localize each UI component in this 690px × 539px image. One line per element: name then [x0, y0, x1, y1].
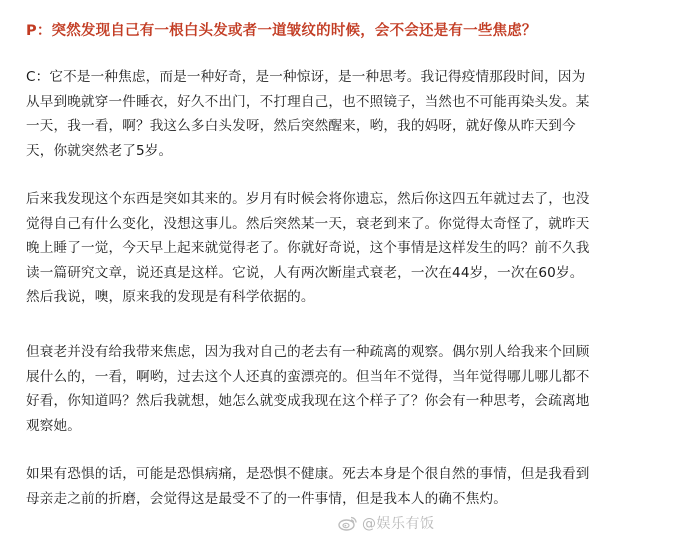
paragraph-line: 如果有恐惧的话，可能是恐惧病痛，是恐惧不健康。死去本身是个很自然的事情，但是我看到 — [26, 466, 590, 482]
paragraph-line: 然后我说，噢，原来我的发现是有科学依据的。 — [26, 289, 315, 305]
paragraph-line: 后来我发现这个东西是突如其来的。岁月有时候会将你遗忘，然后你这四五年就过去了，也没 — [26, 191, 590, 207]
paragraph-4 — [26, 462, 670, 511]
paragraph-line: 展什么的，一看，啊哟，过去这个人还真的蛮漂亮的。但当年不觉得，当年觉得哪儿哪儿都不 — [26, 368, 590, 385]
paragraph-line: 读一篇研究文章，说还真是这样。它说，人有两次断崖式衰老，一次在44岁，一次在60岁。 — [26, 264, 584, 281]
paragraph-line: 观察她。 — [26, 417, 81, 434]
paragraph-line: 母亲走之前的折磨，会觉得这是最受不了的一件事情，但是我本人的确不焦灼。 — [26, 490, 508, 507]
paragraph-2 — [26, 187, 670, 310]
paragraph-line: 觉得自己有什么变化，没想这事儿。然后突然某一天，衰老到来了。你觉得太奇怪了，就昨天 — [26, 215, 590, 232]
paragraph-line: 晚上睡了一觉，今天早上起来就觉得老了。你就好奇说，这个事情是这样发生的吗？前不久我 — [26, 240, 590, 256]
question-text: P：突然发现自己有一根白头发或者一道皱纹的时候，会不会还是有一些焦虑？ — [26, 23, 537, 39]
paragraph-line: 从早到晚就穿一件睡衣，好久不出门，不打理自己，也不照镜子，当然也不可能再染头发。某 — [26, 93, 590, 110]
paragraph-line: 天，你就突然老了5岁。 — [26, 142, 173, 159]
paragraph-1 — [26, 65, 670, 163]
paragraph-line: 但衰老并没有给我带来焦虑，因为我对自己的老去有一种疏离的观察。偶尔别人给我来个回顾 — [26, 344, 590, 360]
paragraph-3 — [26, 340, 670, 438]
weibo-icon — [338, 515, 358, 531]
paragraph-line: C：它不是一种焦虑，而是一种好奇，是一种惊讶，是一种思考。我记得疫情那段时间，因为 — [26, 69, 586, 85]
watermark — [338, 512, 435, 534]
paragraph-line: 一天，我一看，啊？我这么多白头发呀，然后突然醒来，哟，我的妈呀，就好像从昨天到今 — [26, 118, 576, 134]
paragraph-line: 好看，你知道吗？然后我就想，她怎么就变成我现在这个样子了？你会有一种思考，会疏离地 — [26, 393, 590, 409]
watermark-text: @娱乐有饭 — [362, 516, 435, 532]
